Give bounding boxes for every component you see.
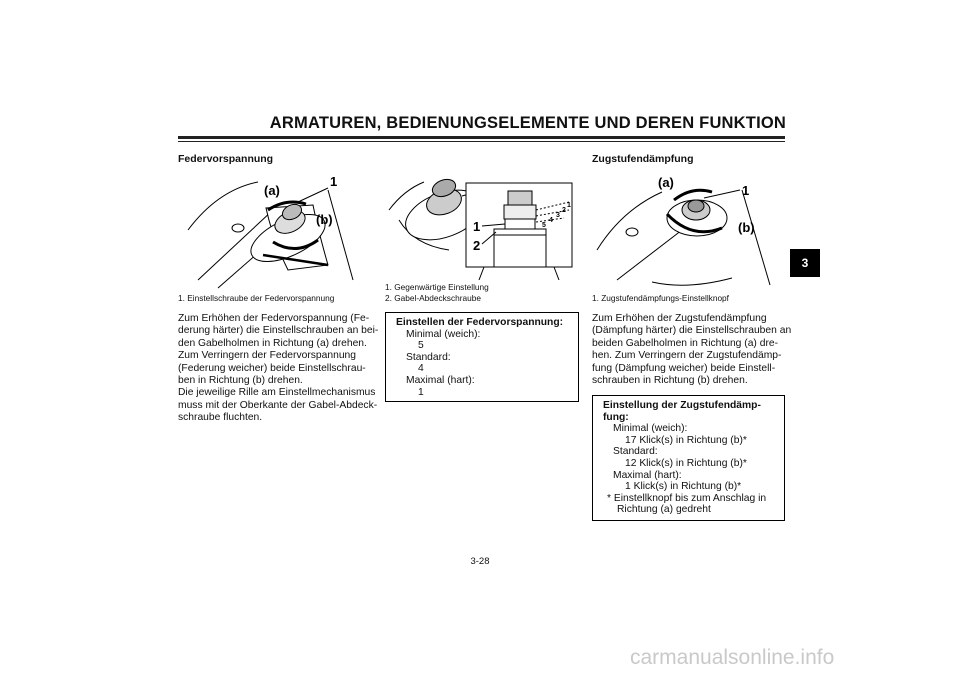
section-heading-zugstufendaempfung: Zugstufendämpfung [592, 153, 694, 165]
scale-5: 5 [542, 222, 546, 229]
caption-fig1: 1. Einstellschraube der Federvorspannung [178, 293, 335, 303]
label-1: 1 [330, 174, 338, 189]
scale-3: 3 [556, 212, 560, 219]
spec-note-line1: * Einstellknopf bis zum Anschlag in [607, 492, 767, 504]
caption-fig2-2: 2. Gabel-Abdeckschraube [385, 293, 481, 303]
caption-fig2-1: 1. Gegenwärtige Einstellung [385, 282, 489, 292]
label-1: 1 [473, 219, 481, 234]
spec-box-zugstufendaempfung: Einstellung der Zugstufendämp- fung: Minimal (weich): 17 Klick(s) in Richtung (b)* Standard: 12 Klick(s) in Richtung (b)* Maximal (hart): 1 Klick(s) in Richtung (b)* * Einstellknopf bis zum Anschlag in Richtung (a) gedreht [592, 395, 785, 521]
spec-box-title-line2: fung: [603, 411, 629, 423]
label-b: (b) [316, 212, 333, 227]
label-a: (a) [658, 175, 674, 190]
scale-4: 4 [549, 217, 553, 224]
spec-box-federvorspannung: Einstellen der Federvorspannung: Minimal (weich): 5 Standard: 4 Maximal (hart): 1 [385, 312, 579, 402]
watermark: carmanualsonline.info [630, 646, 835, 669]
spec-box-title-line1: Einstellung der Zugstufendämp- [603, 400, 761, 411]
chapter-tab: 3 [790, 249, 820, 277]
title-rule-thick [178, 136, 785, 139]
label-b: (b) [738, 220, 755, 235]
label-2: 2 [473, 238, 481, 253]
paragraph-zugstufendaempfung: Zum Erhöhen der Zugstufendämpfung (Dämpfung härter) die Einstellschrauben an beiden Gabelholmen in Richtung (a) dre- hen. Zum Verringern der Zugstufendämp- fung (Dämpfung weicher) beide Einstell- schrauben in Richtung (b) drehen. [592, 313, 792, 387]
page-title: ARMATUREN, BEDIENUNGSELEMENTE UND DEREN FUNKTION [269, 114, 786, 132]
paragraph-federvorspannung: Zum Erhöhen der Federvorspannung (Fe- derung härter) die Einstellschrauben an bei- den Gabelholmen in Richtung (a) drehen. Zum Verringern der Federvorspannung (Federung weicher) beide Einstellschrau- ben in Richtung (b) drehen. Die jeweilige Rille am Einstellmechanismus muss mit der Oberkante der Gabel-Abdeck- schraube fluchten. [178, 313, 379, 424]
spec-box-title: Einstellen der Federvorspannung: [396, 317, 564, 328]
scale-2: 2 [562, 207, 566, 214]
page-number: 3-28 [470, 556, 490, 567]
title-rule-thin [178, 141, 785, 142]
caption-fig3: 1. Zugstufendämpfungs-Einstellknopf [592, 293, 729, 303]
section-heading-federvorspannung: Federvorspannung [178, 153, 274, 165]
label-a: (a) [264, 183, 280, 198]
figure-preload-adjuster [178, 170, 373, 290]
scale-1: 1 [567, 202, 571, 209]
spec-note-line2: Richtung (a) gedreht [617, 504, 711, 516]
label-1: 1 [742, 183, 750, 198]
figure-preload-scale [384, 160, 579, 280]
figure-rebound-adjuster [592, 170, 787, 290]
